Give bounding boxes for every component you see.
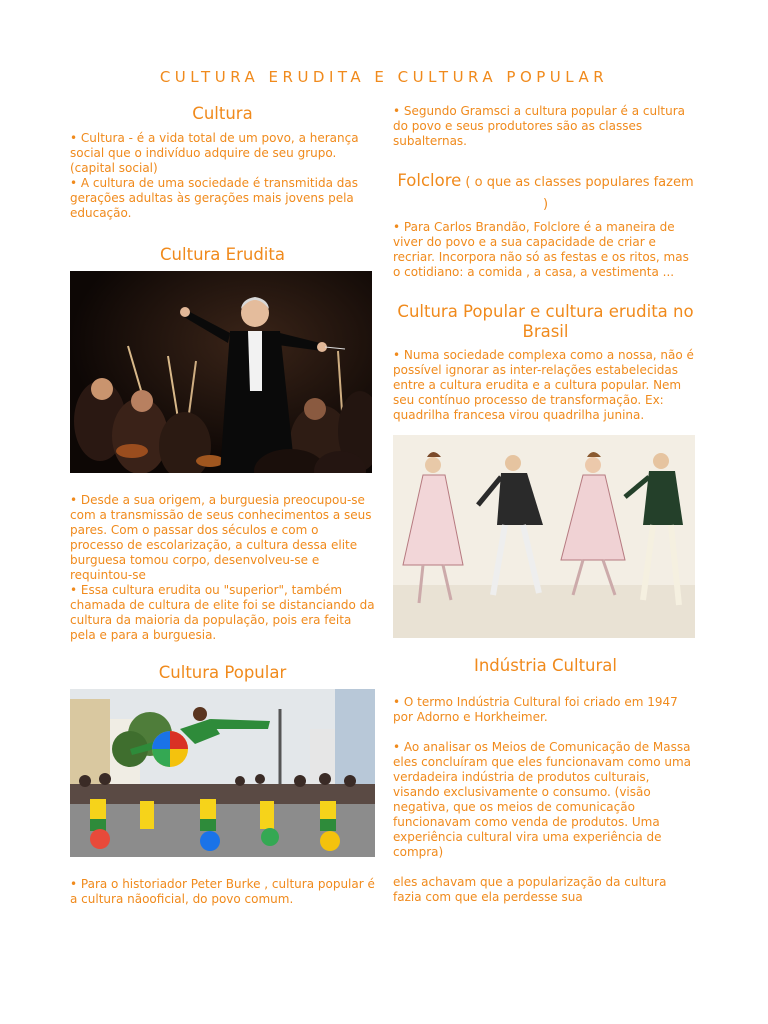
folclore-title: Folclore [397,171,462,190]
heading-cultura-brasil: Cultura Popular e cultura erudita no Brasil [397,302,694,341]
heading-cultura: Cultura [192,104,253,123]
orchestra-conductor-photo [70,271,372,473]
popular-paragraph-1: • Para o historiador Peter Burke , cultura popular é a cultura nãooficial, do povo comum. [70,877,375,906]
left-column [70,104,375,907]
french-quadrille-dancers-illustration [393,435,695,638]
page-title: CULTURA ERUDITA E CULTURA POPULAR [159,68,609,86]
heading-cultura-erudita: Cultura Erudita [160,245,285,264]
right-column [393,104,698,905]
industria-paragraph-3: eles achavam que a popularização da cultura fazia com que ela perdesse sua [393,875,667,904]
cultura-paragraph-1: • Cultura - é a vida total de um povo, a herança social que o indivíduo adquire de seu grupo. (capital social) [70,131,359,175]
folclore-subtitle: ( o que as classes populares fazem ) [461,175,694,212]
erudita-paragraph-2: • Essa cultura erudita ou "superior", também chamada de cultura de elite foi se distanciando da cultura da maioria da população, pois era feita pela e para a burguesia. [70,583,375,642]
erudita-paragraph-1: • Desde a sua origem, a burguesia preocupou-se com a transmissão de seus conhecimentos a seus pares. Com o passar dos séculos e com o processo de escolarização, a cultura dessa elite burguesa tomou corpo, desenvolveu-se e requintou-se [70,493,372,582]
industria-paragraph-2: • Ao analisar os Meios de Comunicação de Massa eles concluíram que eles funcionavam como uma verdadeira indústria de produtos culturais, visando exclusivamente o consumo. (visão negativa, que os meios de comunicação funcionavam como venda de produtos. Uma experiência cultural vira uma experiência de compra) [393,740,692,859]
heading-industria-cultural: Indústria Cultural [473,656,617,675]
industria-paragraph-1: • O termo Indústria Cultural foi criado em 1947 por Adorno e Horkheimer. [393,695,678,724]
cultura-paragraph-2: • A cultura de uma sociedade é transmitida das gerações adultas às gerações mais jovens pela educação. [70,176,358,220]
folclore-paragraph-1: • Para Carlos Brandão, Folclore é a maneira de viver do povo e a sua capacidade de criar e recriar. Incorpora não só as festas e os ritos, mas o cotidiano: a comida , a casa, a vestimenta ... [393,220,689,279]
heading-cultura-popular: Cultura Popular [158,663,287,682]
brasil-paragraph-1: • Numa sociedade complexa como a nossa, não é possível ignorar as inter-relações estabelecidas entre a cultura erudita e a cultura popular. Nem seu contínuo processo de transformação. Ex: quadrilha francesa virou quadrilha junina. [393,348,694,422]
gramsci-paragraph: • Segundo Gramsci a cultura popular é a cultura do povo e seus produtores são as classes subalternas. [393,104,686,148]
heading-folclore [393,171,698,215]
street-festival-dancers-photo [70,689,375,857]
